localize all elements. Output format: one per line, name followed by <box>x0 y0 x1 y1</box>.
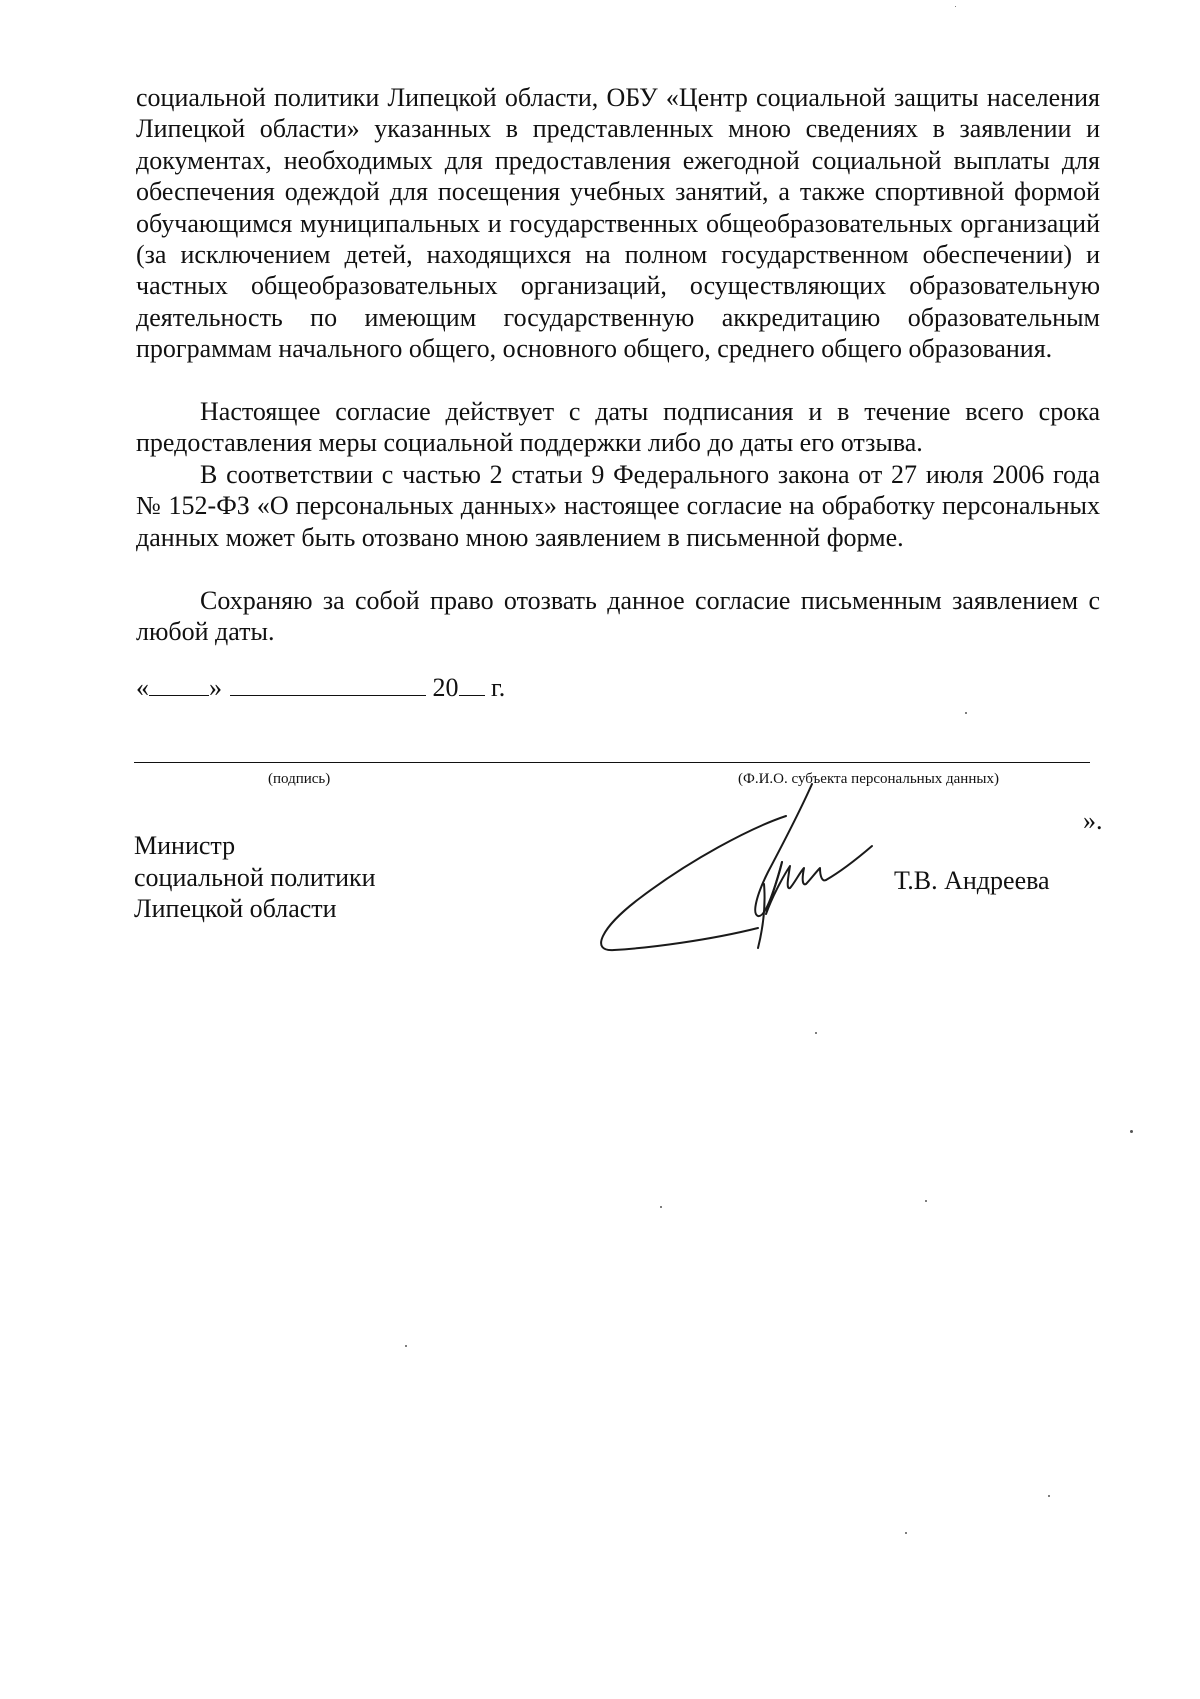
scan-speck <box>405 1345 407 1347</box>
scan-speck <box>965 712 967 714</box>
paragraph-consent-revocation-law: В соответствии с частью 2 статьи 9 Федерального закона от 27 июля 2006 года № 152-ФЗ «О персональных данных» настоящее согласие на обработку персональных данных может быть отозвано мною заявлением в письменной форме. <box>136 460 1100 552</box>
day-blank <box>149 673 209 696</box>
scan-speck <box>815 1032 817 1034</box>
year-prefix: 20 <box>432 673 459 702</box>
caption-fio: (Ф.И.О. субъекта персональных данных) <box>738 771 999 787</box>
date-line <box>136 672 505 703</box>
minister-title-line-3: Липецкой области <box>134 894 337 923</box>
minister-name: Т.В. Андреева <box>894 866 1050 895</box>
paragraph-consent-scope: социальной политики Липецкой области, ОБУ «Центр социальной защиты населения Липецкой области» указанных в представленных мною сведениях в заявлении и документах, необходимых для предоставления ежегодной социальной выплаты для обеспечения одеждой для посещения учебных занятий, а также спортивной формой обучающимся муниципальных и государственных общеобразовательных организаций (за исключением детей, находящихся на полном государственном обеспечении) и частных общеобразовательных организаций, осуществляющих образовательную деятельность по имеющим государственную аккредитацию образовательным программам начального общего, основного общего, среднего общего образования. <box>136 83 1100 364</box>
handwritten-signature <box>590 780 880 960</box>
date-close-quote: » <box>209 673 222 702</box>
closing-mark: ». <box>1083 806 1103 835</box>
minister-title <box>134 830 376 925</box>
paragraph-consent-validity: Настоящее согласие действует с даты подписания и в течение всего срока предоставления меры социальной поддержки либо до даты его отзыва. <box>136 397 1100 458</box>
month-blank <box>230 673 426 696</box>
minister-title-line-1: Министр <box>134 831 236 860</box>
scan-speck <box>925 1200 927 1202</box>
scan-speck <box>1130 1130 1133 1133</box>
date-open-quote: « <box>136 673 149 702</box>
scan-speck <box>660 1206 662 1208</box>
year-suffix: г. <box>491 673 506 702</box>
paragraph-right-to-revoke: Сохраняю за собой право отозвать данное согласие письменным заявлением с любой даты. <box>136 586 1100 647</box>
scan-speck <box>905 1532 907 1534</box>
minister-title-line-2: социальной политики <box>134 862 376 892</box>
scan-speck <box>1048 1495 1050 1497</box>
signature-rule <box>134 762 1090 763</box>
year-blank <box>459 673 485 696</box>
caption-signature: (подпись) <box>268 771 331 787</box>
scan-speck <box>955 6 956 7</box>
